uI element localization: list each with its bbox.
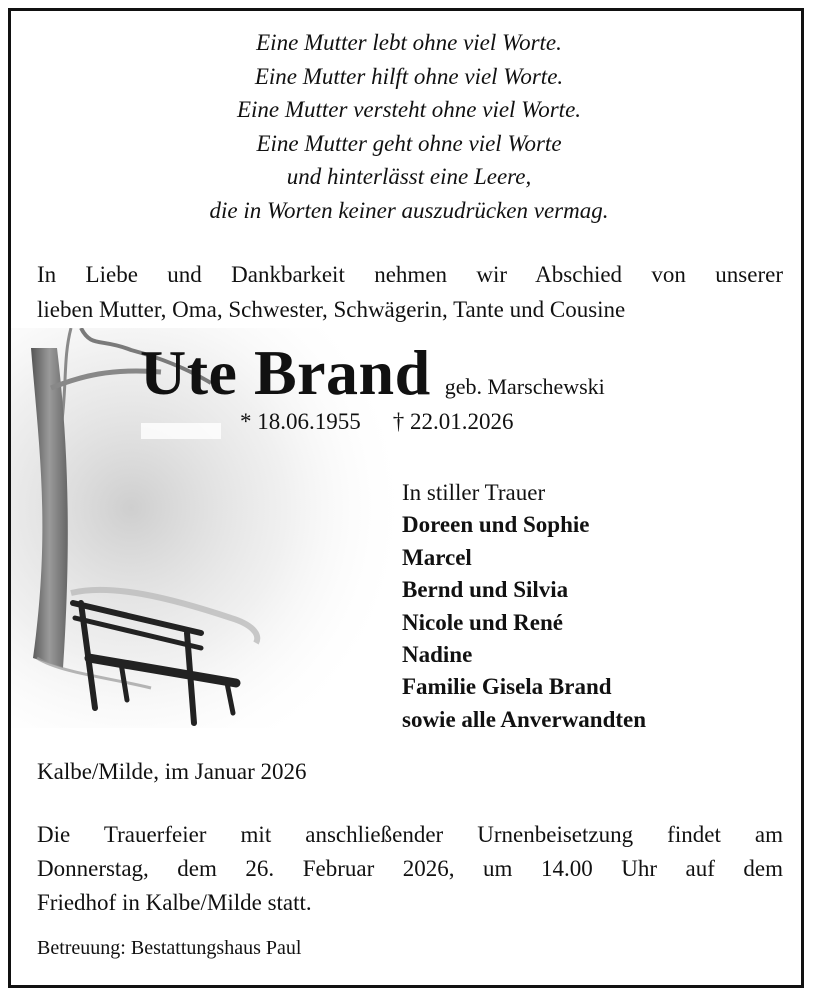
poem-line: Eine Mutter versteht ohne viel Worte.: [236, 97, 582, 122]
poem-line: Eine Mutter lebt ohne viel Worte.: [256, 30, 562, 55]
ceremony-line: Friedhof in Kalbe/Milde statt.: [37, 890, 312, 915]
poem: [0, 26, 818, 227]
mourners-list: [402, 477, 646, 736]
birth-name: geb. Marschewski: [444, 374, 605, 399]
mourner-name: sowie alle Anverwandten: [402, 706, 647, 732]
poem-line: Eine Mutter hilft ohne viel Worte.: [254, 63, 564, 89]
intro-text: [37, 257, 783, 327]
death-date: † 22.01.2026: [392, 409, 514, 434]
birth-date: * 18.06.1955: [240, 409, 361, 434]
place-and-date: Kalbe/Milde, im Januar 2026: [37, 759, 307, 784]
mourner-name: Nadine: [402, 642, 473, 668]
life-dates: [240, 409, 514, 435]
ceremony-info: [37, 818, 783, 920]
intro-line: In Liebe und Dankbarkeit nehmen wir Abschied von unserer: [37, 262, 783, 287]
deceased-name: Ute Brand: [140, 337, 431, 408]
mourner-name: Bernd und Silvia: [402, 577, 569, 603]
poem-line: und hinterlässt eine Leere,: [286, 164, 532, 189]
funeral-home: Betreuung: Bestattungshaus Paul: [37, 937, 302, 959]
mourner-name: Marcel: [402, 544, 472, 570]
ceremony-line: Donnerstag, dem 26. Februar 2026, um 14.00 Uhr auf dem: [37, 856, 783, 881]
poem-line: die in Worten keiner auszudrücken vermag.: [209, 197, 609, 223]
deceased-name-line: [140, 336, 605, 410]
mourner-name: Familie Gisela Brand: [402, 674, 612, 700]
intro-line: lieben Mutter, Oma, Schwester, Schwägerin, Tante und Cousine: [37, 297, 626, 322]
ceremony-line: Die Trauerfeier mit anschließender Urnenbeisetzung findet am: [37, 822, 783, 847]
mourner-name: Nicole und René: [402, 609, 563, 635]
mourners-lead: In stiller Trauer: [402, 480, 546, 505]
poem-line: Eine Mutter geht ohne viel Worte: [256, 130, 562, 156]
mourner-name: Doreen und Sophie: [402, 512, 590, 538]
